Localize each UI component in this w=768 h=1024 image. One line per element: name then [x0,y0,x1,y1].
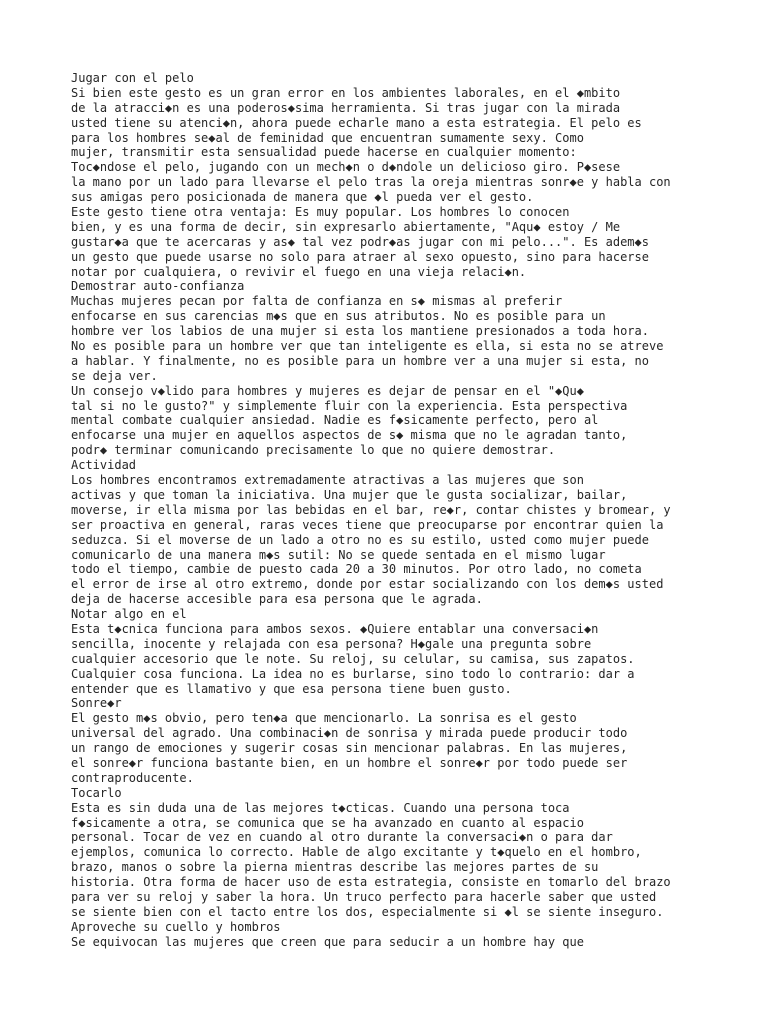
text-line: la mano por un lado para llevarse el pelo tras la oreja mientras sonr◆e y habla con [71,175,671,190]
text-line: entender que es llamativo y que esa persona tiene buen gusto. [71,681,512,696]
text-line: Este gesto tiene otra ventaja: Es muy popular. Los hombres lo conocen [71,205,570,220]
text-line: se deja ver. [71,368,158,383]
text-line: Los hombres encontramos extremadamente atractivas a las mujeres que son [71,473,584,488]
text-line: Tocarlo [71,785,122,800]
text-line: notar por cualquiera, o revivir el fuego en una vieja relaci◆n. [71,264,527,279]
text-line: Jugar con el pelo [71,71,194,85]
text-line: No es posible para un hombre ver que tan inteligente es ella, si esta no se atreve [71,339,664,354]
text-line: personal. Tocar de vez en cuando al otro durante la conversaci◆n o para dar [71,830,613,845]
text-line: Esta es sin duda una de las mejores t◆cticas. Cuando una persona toca [71,800,570,815]
text-line: Aproveche su cuello y hombros [71,919,281,934]
text-line: gustar◆a que te acercaras y as◆ tal vez podr◆as jugar con mi pelo...". Es adem◆s [71,234,649,249]
text-line: Demostrar auto-confianza [71,279,245,294]
text-line: brazo, manos o sobre la pierna mientras describe las mejores partes de su [71,860,599,875]
text-line: para los hombres se◆al de feminidad que encuentran sumamente sexy. Como [71,130,584,145]
text-line: enfocarse una mujer en aquellos aspectos de s◆ misma que no le agradan tanto, [71,428,628,443]
text-line: un gesto que puede usarse no solo para atraer al sexo opuesto, sino para hacerse [71,249,649,264]
text-line: activas y que toman la iniciativa. Una mujer que le gusta socializar, bailar, [71,487,628,502]
text-line: enfocarse en sus carencias m◆s que en sus atributos. No es posible para un [71,309,606,324]
text-line: f◆sicamente a otra, se comunica que se ha avanzado en cuanto al espacio [71,815,584,830]
text-line: cualquier accesorio que le note. Su reloj, su celular, su camisa, sus zapatos. [71,651,635,666]
text-line: Cualquier cosa funciona. La idea no es burlarse, sino todo lo contrario: dar a [71,666,635,681]
text-line: seduzca. Si el moverse de un lado a otro no es su estilo, usted como mujer puede [71,532,649,547]
text-line: sus amigas pero posicionada de manera que ◆l pueda ver el gesto. [71,190,534,205]
text-line: Un consejo v◆lido para hombres y mujeres es dejar de pensar en el "◆Qu◆ [71,383,584,398]
text-line: bien, y es una forma de decir, sin expresarlo abiertamente, "Aqu◆ estoy / Me [71,219,621,234]
text-line: se siente bien con el tacto entre los dos, especialmente si ◆l se siente inseguro. [71,904,664,919]
text-line: universal del agrado. Una combinaci◆n de sonrisa y mirada puede producir todo [71,726,628,741]
text-line: Esta t◆cnica funciona para ambos sexos. ◆Quiere entablar una conversaci◆n [71,621,599,636]
document-body [71,71,761,950]
text-line: Sonre◆r [71,696,122,711]
text-line: comunicarlo de una manera m◆s sutil: No se quede sentada en el mismo lugar [71,547,606,562]
text-line: el error de irse al otro extremo, donde por estar socializando con los dem◆s usted [71,577,664,592]
text-line: mujer, transmitir esta sensualidad puede hacerse en cualquier momento: [71,145,577,160]
text-line: historia. Otra forma de hacer uso de esta estrategia, consiste en tomarlo del brazo [71,875,671,890]
text-line: un rango de emociones y sugerir cosas sin mencionar palabras. En las mujeres, [71,741,628,756]
text-line: el sonre◆r funciona bastante bien, en un hombre el sonre◆r por todo puede ser [71,755,628,770]
text-line: ser proactiva en general, raras veces tiene que preocuparse por encontrar quien la [71,517,664,532]
text-line: deja de hacerse accesible para esa persona que le agrada. [71,592,483,607]
text-line: Muchas mujeres pecan por falta de confianza en s◆ mismas al preferir [71,294,563,309]
text-line: para ver su reloj y saber la hora. Un truco perfecto para hacerle saber que usted [71,889,657,904]
text-line: de la atracci◆n es una poderos◆sima herramienta. Si tras jugar con la mirada [71,100,621,115]
text-line: Se equivocan las mujeres que creen que para seducir a un hombre hay que [71,934,584,949]
text-line: Actividad [71,458,137,473]
text-line: Si bien este gesto es un gran error en los ambientes laborales, en el ◆mbito [71,85,621,100]
text-line: a hablar. Y finalmente, no es posible para un hombre ver a una mujer si esta, no [71,353,649,368]
text-line: sencilla, inocente y relajada con esa persona? H◆gale una pregunta sobre [71,636,592,651]
text-line: moverse, ir ella misma por las bebidas en el bar, re◆r, contar chistes y bromear, y [71,502,671,517]
text-line: Notar algo en el [71,607,187,622]
text-line: tal si no le gusto?" y simplemente fluir con la experiencia. Esta perspectiva [71,398,628,413]
text-line: usted tiene su atenci◆n, ahora puede echarle mano a esta estrategia. El pelo es [71,115,642,130]
text-line: contraproducente. [71,770,194,785]
text-line: hombre ver los labios de una mujer si esta los mantiene presionados a toda hora. [71,324,649,339]
text-line: Toc◆ndose el pelo, jugando con un mech◆n o d◆ndole un delicioso giro. P◆sese [71,160,621,175]
text-line: El gesto m◆s obvio, pero ten◆a que mencionarlo. La sonrisa es el gesto [71,711,577,726]
text-line: ejemplos, comunica lo correcto. Hable de algo excitante y t◆quelo en el hombro, [71,845,642,860]
text-line: podr◆ terminar comunicando precisamente lo que no quiere demostrar. [71,443,556,458]
text-line: todo el tiempo, cambie de puesto cada 20 a 30 minutos. Por otro lado, no cometa [71,562,642,577]
text-line: mental combate cualquier ansiedad. Nadie es f◆sicamente perfecto, pero al [71,413,599,428]
